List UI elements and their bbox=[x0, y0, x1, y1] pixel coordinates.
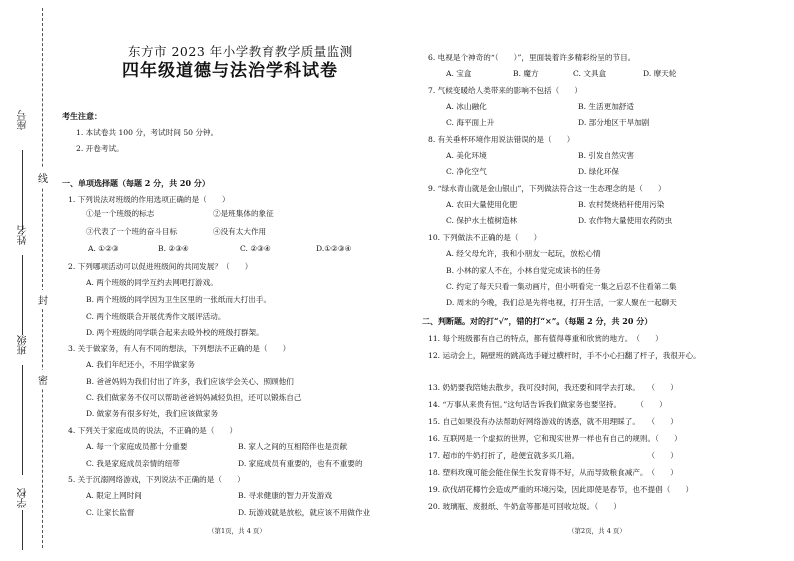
question-option[interactable]: B. 爸爸妈妈为我们付出了许多，我们应该学会关心、照顾他们 bbox=[86, 377, 294, 386]
question-option[interactable]: B. 农村焚烧秸秆使用污染 bbox=[578, 200, 665, 209]
question-option: ③代表了一个班的奋斗目标 bbox=[86, 227, 178, 236]
school-field[interactable] bbox=[22, 510, 23, 550]
question-stem: 2. 下列哪项活动可以促进班级间的共同发展？（ ） bbox=[68, 262, 253, 271]
judgment-item[interactable]: 14. “万事从来贵有恒。”这句话告诉我们做家务也要坚持。 （ ） bbox=[428, 400, 667, 409]
question-option[interactable]: B. 两个班级的同学因为卫生区里的一张纸而大打出手。 bbox=[86, 295, 272, 304]
question-option[interactable]: D. 部分地区干旱加剧 bbox=[578, 118, 650, 127]
question-option[interactable]: A. 我们年纪还小，不用学做家务 bbox=[86, 360, 196, 369]
section2-heading: 二、判断题。对的打“√”，错的打“×”。（每题 2 分，共 20 分） bbox=[422, 316, 653, 326]
question-option[interactable]: B. 小林的家人不在，小林自觉完成读书的任务 bbox=[446, 266, 601, 275]
school-label: 学校 bbox=[18, 488, 29, 508]
name-field[interactable] bbox=[22, 255, 23, 335]
question-option: ②是班集体的象征 bbox=[213, 209, 274, 218]
question-option[interactable]: A. 农田大量使用化肥 bbox=[446, 200, 518, 209]
question-option[interactable]: C. 海平面上升 bbox=[446, 118, 495, 127]
class-field[interactable] bbox=[22, 365, 23, 475]
answer-choice[interactable]: C. 文具盒 bbox=[573, 69, 607, 78]
question-option[interactable]: B. 家人之间的互相陪伴也是贡献 bbox=[238, 442, 348, 451]
question-option[interactable]: D. 玩游戏就是放松，就应该不用做作业 bbox=[238, 508, 371, 517]
page-footer-left: （第1页，共 4 页） bbox=[208, 527, 266, 535]
name-label: 姓名 bbox=[18, 225, 29, 245]
answer-choice[interactable]: B. 魔方 bbox=[513, 69, 539, 78]
question-option[interactable]: B. 引发自然灾害 bbox=[578, 151, 634, 160]
judgment-item[interactable]: 16. 互联网是一个虚拟的世界，它和现实世界一样也有自己的规则。（ ） bbox=[428, 434, 682, 443]
question-option[interactable]: D. 周末的今晚，我们总是先将电视，打开生活，一家人聚在一起聊天 bbox=[446, 298, 677, 307]
answer-choice[interactable]: C. ②③④ bbox=[240, 244, 271, 253]
left-column bbox=[58, 0, 398, 561]
question-stem: 9. “绿水青山就是金山银山”，下列做法符合这一生态理念的是（ ） bbox=[428, 184, 666, 193]
seal-mark-line: 线 bbox=[38, 168, 48, 187]
question-option[interactable]: D. 做家务有很多好处，我们应该做家务 bbox=[86, 409, 219, 418]
answer-choice[interactable]: A. ①②③ bbox=[88, 244, 119, 253]
right-column bbox=[418, 0, 788, 561]
judgment-item[interactable]: 12. 运动会上，隔壁班的跳高选手碰过横杆时，手不小心扫翻了杆子，我很开心。 bbox=[428, 351, 701, 360]
question-option[interactable]: C. 我们做家务不仅可以帮助爸爸妈妈减轻负担，还可以锻炼自己 bbox=[86, 393, 302, 402]
page-footer-right: （第2页，共 4 页） bbox=[568, 527, 626, 535]
seal-mark-seal: 封 bbox=[38, 290, 48, 309]
question-option[interactable]: C. 净化空气 bbox=[446, 167, 487, 176]
answer-choice[interactable]: B. ②③④ bbox=[158, 244, 189, 253]
question-option[interactable]: C. 两个班级联合开展优秀作文展评活动。 bbox=[86, 312, 226, 321]
judgment-item[interactable]: 11. 每个班级都有自己的特点，都有值得尊重和欣赏的地方。 （ ） bbox=[428, 334, 663, 343]
judgment-item[interactable]: 17. 超市的牛奶打折了，趁便宜就多买几箱。 （ ） bbox=[428, 451, 678, 460]
exam-title-line2: 四年级道德与法治学科试卷 bbox=[122, 61, 338, 81]
question-option[interactable]: D. 农作物大量使用农药防虫 bbox=[578, 216, 673, 225]
answer-choice[interactable]: D. 摩天轮 bbox=[643, 69, 677, 78]
judgment-item[interactable]: 15. 自己如果没有办法帮助好网络游戏的诱惑，就不用理睬了。 （ ） bbox=[428, 417, 678, 426]
seal-line bbox=[42, 8, 43, 548]
note-item: 1. 本试卷共 100 分，考试时间 50 分钟。 bbox=[76, 128, 219, 137]
question-option[interactable]: D. 家庭成员有重要的，也有不重要的 bbox=[238, 459, 363, 468]
answer-choice[interactable]: A. 宝盒 bbox=[446, 69, 472, 78]
question-option: ①是一个班级的标志 bbox=[86, 209, 155, 218]
question-stem: 6. 电视是个神奇的“（ ）”，里面装着许多精彩纷呈的节目。 bbox=[428, 53, 636, 62]
question-stem: 3. 关于做家务，有人有不同的想法，下列想法不正确的是（ ） bbox=[68, 344, 291, 353]
question-option[interactable]: D. 绿化环保 bbox=[578, 167, 620, 176]
section1-heading: 一、单项选择题（每题 2 分，共 20 分） bbox=[62, 178, 210, 188]
judgment-item[interactable]: 19. 砍伐胡花椰竹会造成严重的环境污染，因此即使是春节，也不提倡（ ） bbox=[428, 485, 694, 494]
question-option[interactable]: A. 每一个家庭成员都十分重要 bbox=[86, 442, 188, 451]
question-option[interactable]: C. 约定了每天只看一集动画片，但小明看完一集之后忍不住看第二集 bbox=[446, 282, 677, 291]
seal-mark-secret: 密 bbox=[38, 370, 48, 389]
question-option[interactable]: D. 两个班级的同学联合起来去殴外校的班级打群架。 bbox=[86, 328, 264, 337]
binding-margin bbox=[0, 0, 60, 561]
exam-title-line1: 东方市 2023 年小学教育教学质量监测 bbox=[128, 44, 353, 59]
judgment-item[interactable]: 18. 塑料玫瑰可能会能住保生长发育得不好，从而导致粮食减产。 （ ） bbox=[428, 468, 678, 477]
question-stem: 4. 下列关于家庭成员的说法，不正确的是（ ） bbox=[68, 426, 238, 435]
question-option[interactable]: C. 让家长监督 bbox=[86, 508, 135, 517]
judgment-item[interactable]: 20. 玻璃瓶、废报纸、牛奶盒等都是可回收垃圾。（ ） bbox=[428, 502, 621, 511]
question-option[interactable]: A. 限定上网时间 bbox=[86, 491, 142, 500]
judgment-item[interactable]: 13. 奶奶要我陪她去散步，我可没时间，我还要和同学去打球。 （ ） bbox=[428, 383, 678, 392]
question-option[interactable]: A. 经父母允许，我和小朋友一起玩，放松心情 bbox=[446, 249, 601, 258]
question-option[interactable]: B. 生活更加舒适 bbox=[578, 102, 634, 111]
question-option: ④没有太大作用 bbox=[213, 227, 267, 236]
seat-number-field[interactable] bbox=[22, 150, 23, 230]
question-option[interactable]: C. 我是家庭成员亲情的纽带 bbox=[86, 459, 180, 468]
question-option[interactable]: A. 冰山融化 bbox=[446, 102, 487, 111]
question-stem: 7. 气候变暖给人类带来的影响不包括（ ） bbox=[428, 86, 582, 95]
question-option[interactable]: A. 美化环境 bbox=[446, 151, 487, 160]
class-label: 班级 bbox=[18, 335, 29, 355]
seat-number-label: 座号 bbox=[18, 110, 29, 130]
question-option[interactable]: A. 两个班级的同学互约去网吧打游戏。 bbox=[86, 278, 218, 287]
question-option[interactable]: B. 寻求健康的智力开发游戏 bbox=[238, 491, 332, 500]
notes-heading: 考生注意： bbox=[62, 111, 102, 121]
question-stem: 1. 下列说法对班级的作用选项正确的是（ ） bbox=[68, 195, 230, 204]
question-option[interactable]: C. 保护水土植树造林 bbox=[446, 216, 518, 225]
note-item: 2. 开卷考试。 bbox=[76, 144, 124, 153]
question-stem: 10. 下列做法不正确的是（ ） bbox=[428, 233, 542, 242]
question-stem: 8. 有关垂杯环境作用说法错误的是（ ） bbox=[428, 135, 575, 144]
answer-choice[interactable]: D.①②③④ bbox=[316, 244, 352, 253]
question-stem: 5. 关于沉溺网络游戏，下列说法不正确的是（ ） bbox=[68, 475, 245, 484]
